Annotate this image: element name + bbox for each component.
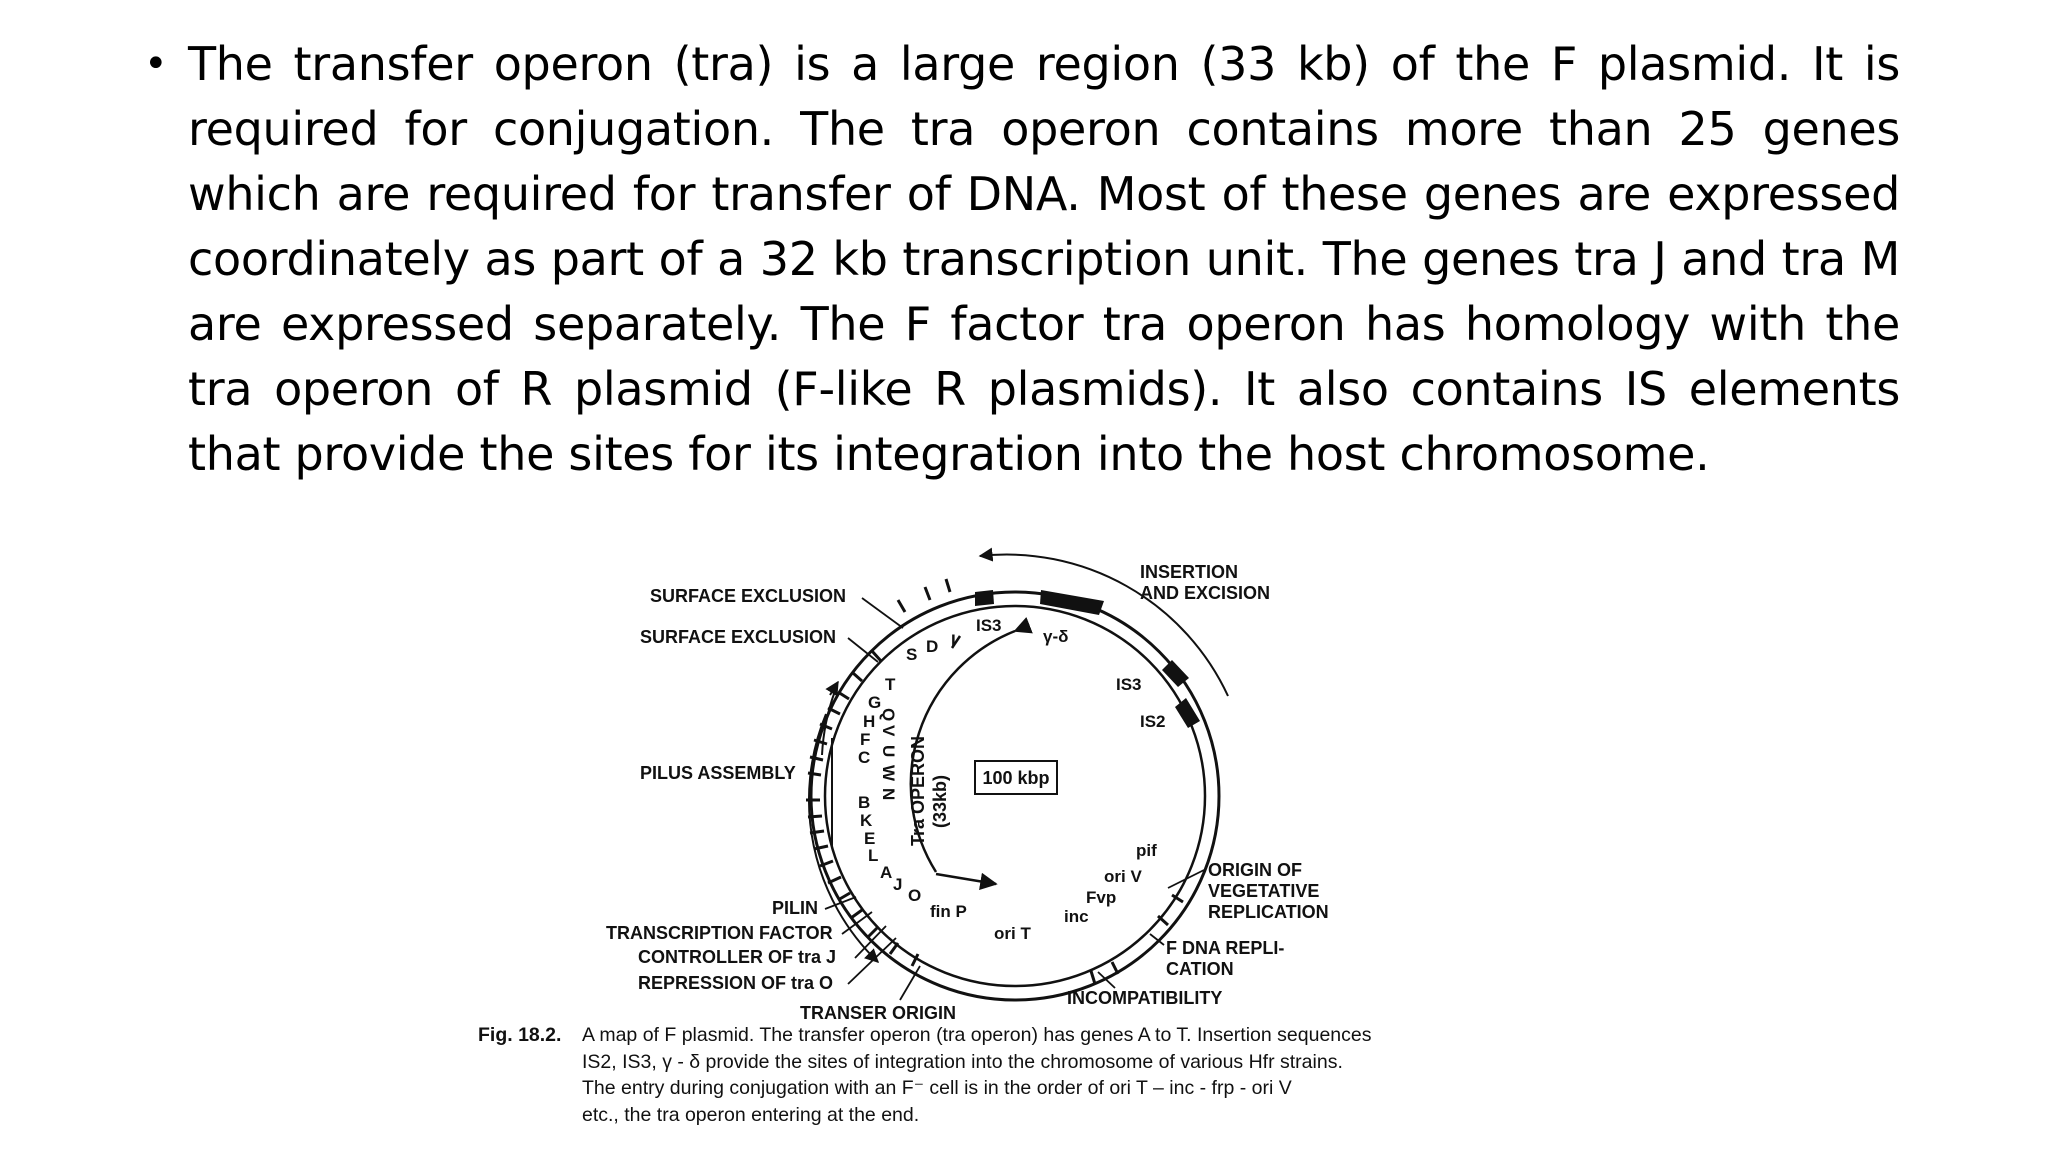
gene-o: O [908, 886, 922, 905]
caption-line-2: IS2, IS3, γ - δ provide the sites of integration into the chromosome of various Hfr strains. [582, 1050, 1343, 1073]
is2-label: IS2 [1140, 712, 1166, 731]
caption-line-4: etc., the tra operon entering at the end. [582, 1103, 920, 1126]
fin-p-label: fin P [930, 902, 967, 921]
gene-j: J [893, 875, 903, 894]
gamma-delta-label: γ-δ [1043, 627, 1069, 646]
label-f-dna-repli-1: F DNA REPLI- [1166, 938, 1285, 958]
ori-t-label: ori T [994, 924, 1031, 943]
gene-t: T [885, 675, 896, 694]
bullet-marker: • [144, 41, 168, 87]
gene-s: S [906, 645, 918, 664]
gene-k: K [860, 811, 873, 830]
gene-b: B [858, 793, 871, 812]
label-controller: CONTROLLER OF tra J [638, 947, 837, 967]
label-transfer-origin: TRANSER ORIGIN [800, 1003, 957, 1023]
label-f-dna-repli-2: CATION [1166, 959, 1234, 979]
pif-label: pif [1136, 841, 1157, 860]
tra-operon-end-arrow [936, 874, 996, 884]
tra-operon-label: Tra OPERON [908, 735, 928, 846]
label-origin-veg-3: REPLICATION [1208, 902, 1329, 922]
ori-v-label: ori V [1104, 867, 1142, 886]
gene-f: F [860, 730, 871, 749]
figure-caption [478, 1022, 1468, 1128]
label-insertion-1: INSERTION [1140, 562, 1239, 582]
gene-n: N [879, 788, 898, 801]
gene-g: G [868, 693, 882, 712]
gene-a: A [880, 863, 893, 882]
caption-line-1: A map of F plasmid. The transfer operon (tra operon) has genes A to T. Insertion sequences [582, 1024, 1372, 1046]
gene-e: E [864, 829, 876, 848]
is3-right-label: IS3 [1116, 675, 1142, 694]
label-repression: REPRESSION OF tra O [638, 973, 834, 993]
gene-v: V [879, 725, 898, 737]
gene-l: L [868, 846, 879, 865]
gene-q: Q [879, 708, 898, 722]
label-pilin: PILIN [772, 898, 819, 918]
is3-top-label: IS3 [976, 616, 1002, 635]
gene-h: H [863, 712, 876, 731]
label-surface-exclusion-2: SURFACE EXCLUSION [640, 627, 837, 647]
fvp-label: Fvp [1086, 888, 1117, 907]
label-insertion-2: AND EXCISION [1140, 583, 1271, 603]
label-incompatibility: INCOMPATIBILITY [1067, 988, 1223, 1008]
tra-operon-size: (33kb) [930, 774, 950, 828]
gene-i: I [951, 631, 956, 650]
caption-line-3: The entry during conjugation with an F⁻ cell is in the order of ori T – inc - frp - ori V [582, 1077, 1292, 1099]
caption-number: Fig. 18.2. [478, 1024, 562, 1046]
gene-c: C [858, 748, 871, 767]
label-pilus-assembly: PILUS ASSEMBLY [640, 763, 796, 783]
inc-label: inc [1064, 907, 1089, 926]
label-surface-exclusion-1: SURFACE EXCLUSION [650, 586, 847, 606]
paragraph-text: The transfer operon (tra) is a large region (33 kb) of the F plasmid. It is required for conjugation. The tra operon contains more than 25 genes which are required for transfer of DNA. Most of these genes are expressed coordinately as part of a 32 kb transcription unit. The genes tra J and tra M are expressed separately. The F factor tra operon has homology with the tra operon of R plasmid (F-like R plasmids). It also contains IS elements that provide the sites for its integration into the host chromosome. [188, 37, 1900, 481]
label-transcription-factor: TRANSCRIPTION FACTOR [606, 923, 833, 943]
gene-d: D [926, 637, 939, 656]
label-origin-veg-1: ORIGIN OF [1208, 860, 1302, 880]
size-box-label: 100 kbp [982, 768, 1050, 788]
gene-w: W [879, 765, 898, 782]
gene-u: U [879, 745, 898, 758]
label-origin-veg-2: VEGETATIVE [1208, 881, 1320, 901]
